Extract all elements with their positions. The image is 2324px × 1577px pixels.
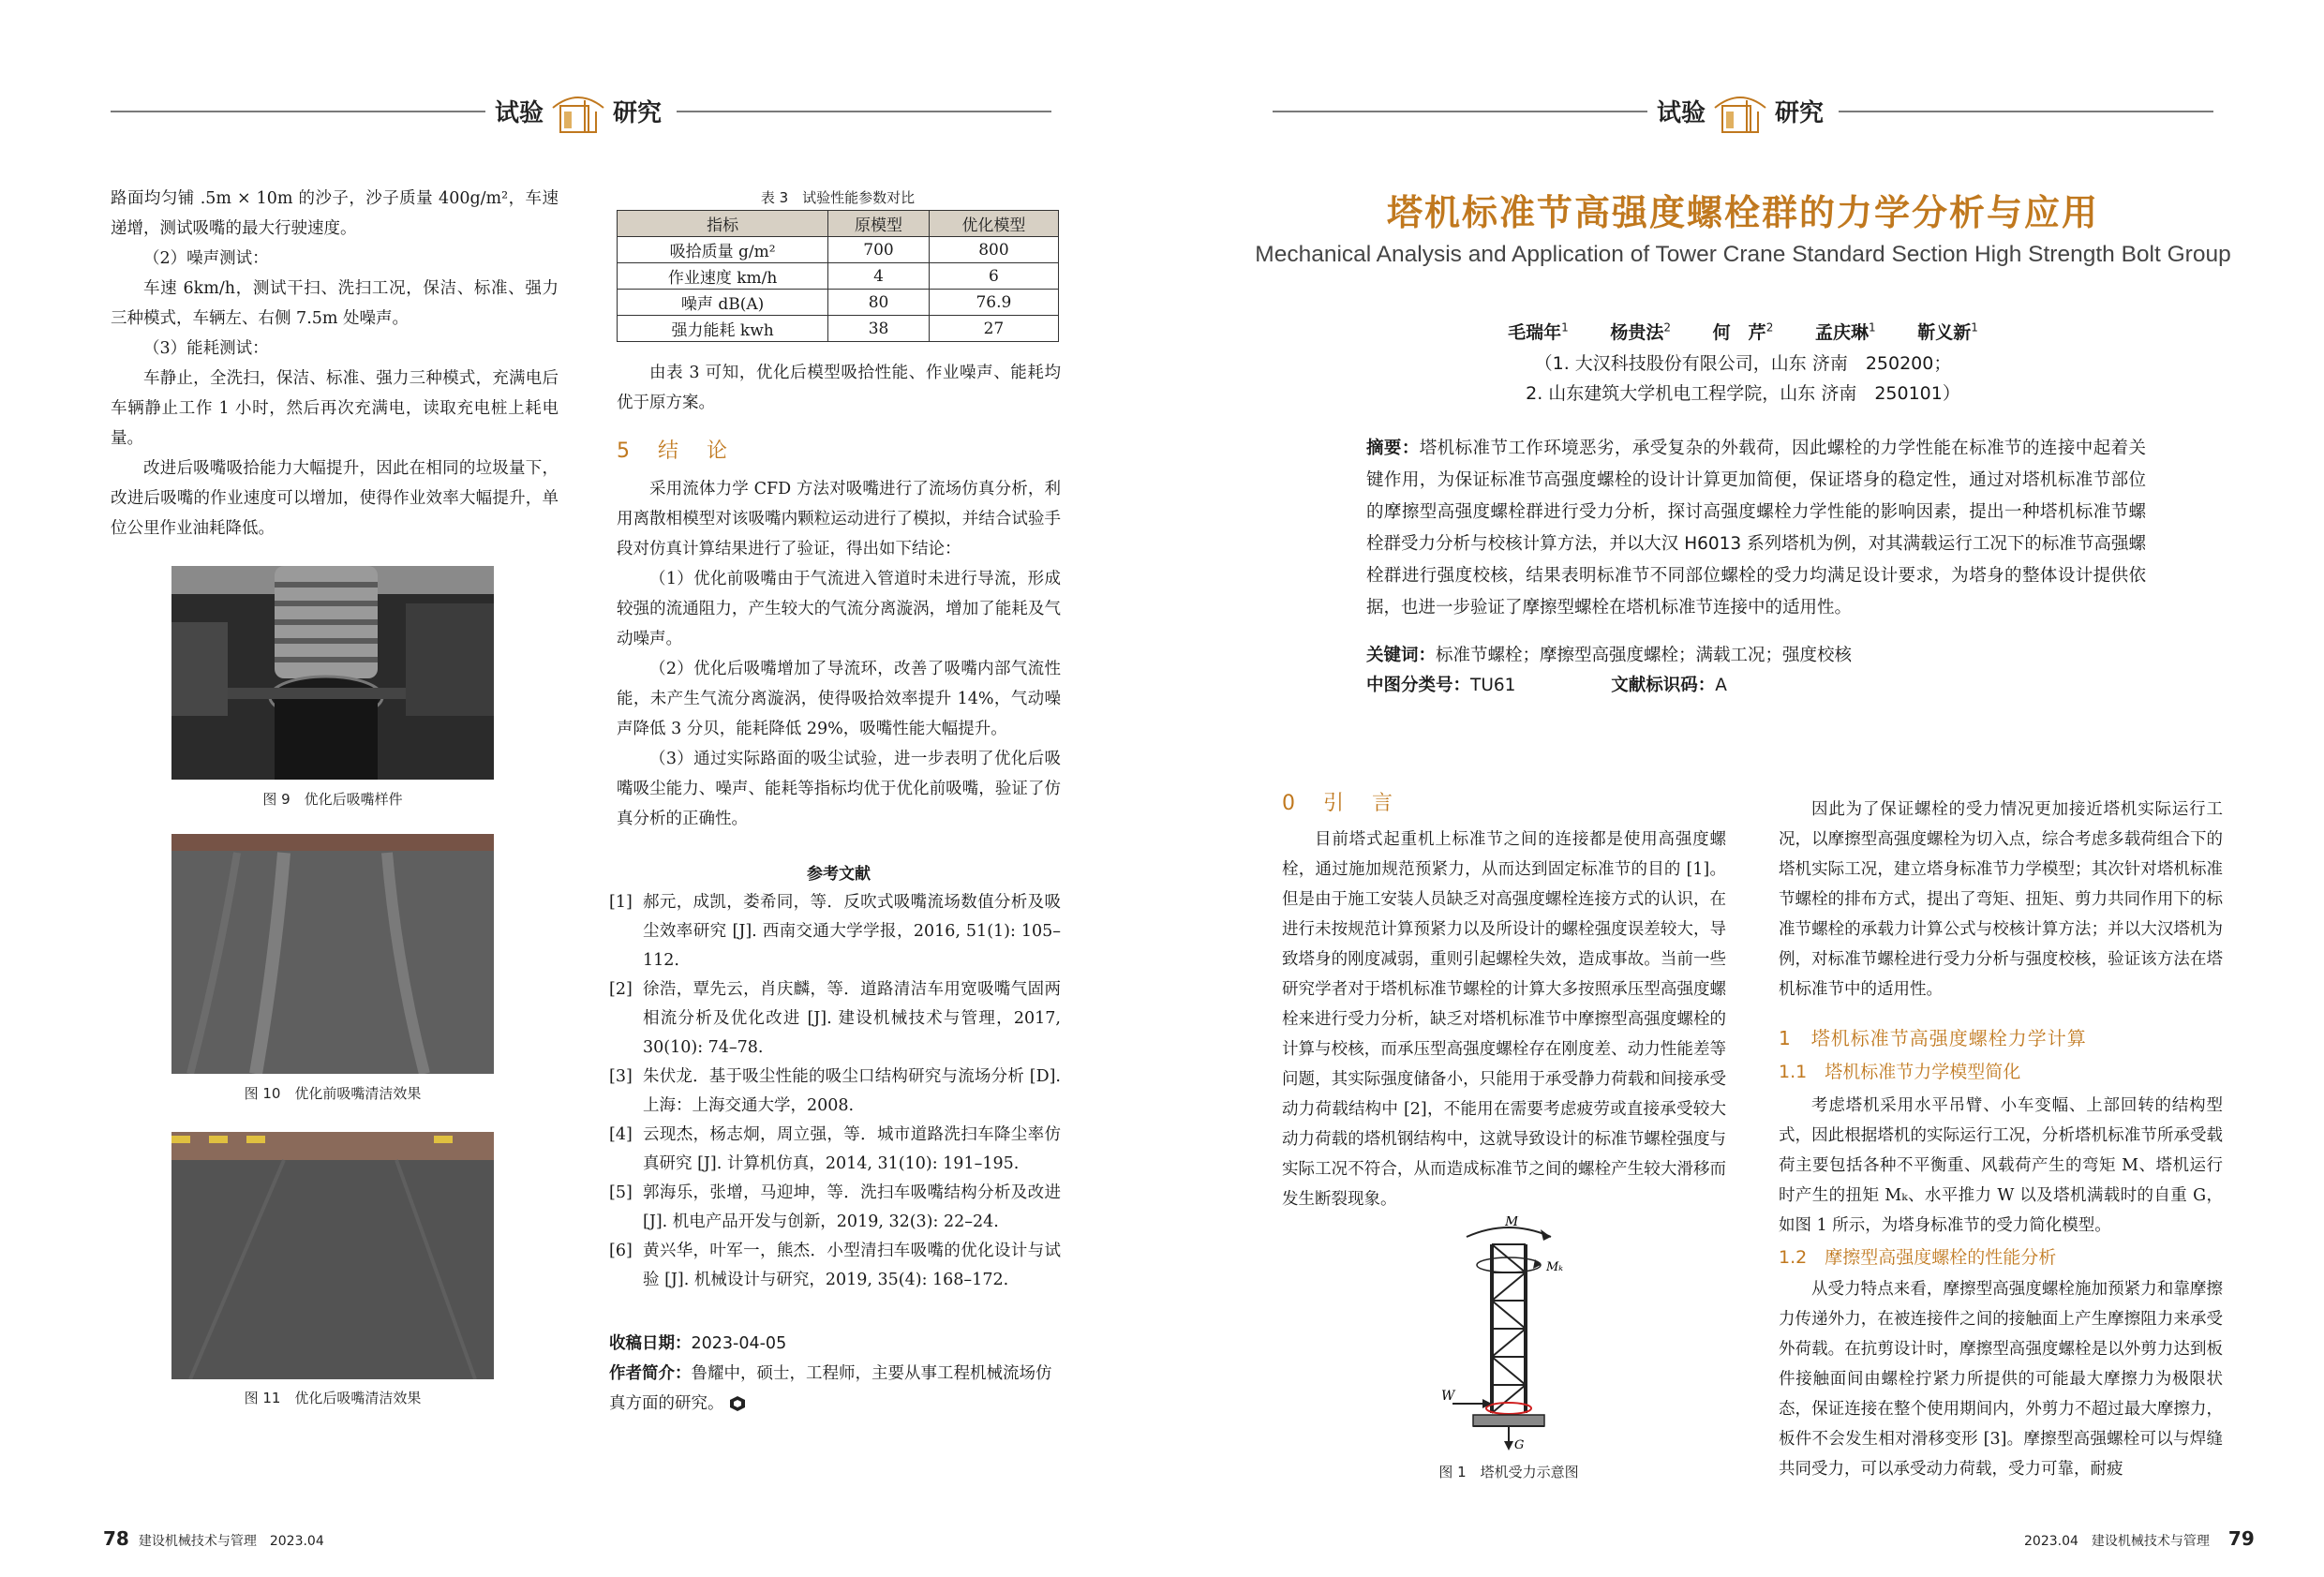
figure-1-diagram xyxy=(1415,1216,1602,1451)
paragraph: 从受力特点来看，摩擦型高强度螺栓施加预紧力和靠摩擦力传递外力，在被连接件之间的接触面上产生摩擦阻力来承受外荷载。在抗剪设计时，摩擦型高强度螺栓是以外剪力达到板件接触面间由螺栓拧紧力所提供的可能最大摩擦力为极限状态，保证连接在整个使用期间内，外剪力不超过最大摩擦力，板件不会发生相对滑移变形 [3]。摩擦型高强螺栓可以与焊缝共同受力，可以承受动力荷载，受力可靠，耐疲 xyxy=(1779,1280,2223,1479)
section-5-heading: 5 结 论 xyxy=(617,439,731,463)
keywords-label: 关键词： xyxy=(1366,646,1437,665)
section-1-2-heading: 1.2 摩擦型高强度螺栓的性能分析 xyxy=(1779,1247,2057,1268)
left-col2-text xyxy=(617,358,1061,834)
table-cell: 强力能耗 kwh xyxy=(618,316,828,342)
figure-9-photo xyxy=(171,566,494,780)
paragraph: 由表 3 可知，优化后模型吸拾性能、作业噪声、能耗均优于原方案。 xyxy=(617,364,1061,412)
paragraph: 目前塔式起重机上标准节之间的连接都是使用高强度螺栓，通过施加规范预紧力，从而达到固定标准节的目的 [1]。但是由于施工安装人员缺乏对高强度螺栓连接方式的认识，在进行未按规范计算预紧力以及所设计的螺栓强度误差较大，导致塔身的刚度减弱，重则引起螺栓失效，造成事故。当前一些研究学者对于塔机标准节螺栓的计算大多按照承压型高强度螺栓来进行受力分析，缺乏对塔机标准节中摩擦型高强度螺栓的计算与校核，而承压型高强度螺栓存在刚度差、动力性能差等问题，其实际强度储备小，只能用于承受静力荷载和间接承受动力荷载结构中 [2]，不能用在需要考虑疲劳或直接承受较大动力荷载的塔机钢结构中，这就导致设计的标准节螺栓强度与实际工况不符合，从而造成标准节之间的螺栓产生较大滑移而发生断裂现象。 xyxy=(1282,830,1726,1209)
running-header xyxy=(495,81,662,141)
table-3 xyxy=(617,210,1059,342)
keywords-text: 标准节螺栓；摩擦型高强度螺栓；满载工况；强度校核 xyxy=(1436,646,1853,665)
section-0-heading: 0 引 言 xyxy=(1282,792,1396,815)
running-header xyxy=(1657,81,1824,141)
author-list xyxy=(1237,319,2249,344)
table-cell: 76.9 xyxy=(929,290,1058,316)
page-number: 78 xyxy=(103,1527,129,1550)
affiliations xyxy=(1237,349,2249,409)
author-name: 孟庆琳$^1$ xyxy=(1814,320,1876,343)
reference-item xyxy=(609,1063,1061,1121)
left-footer xyxy=(103,1527,324,1550)
author-name: 靳义新$^1$ xyxy=(1917,320,1978,343)
journal-name: 建设机械技术与管理 xyxy=(138,1534,257,1549)
lab-flask-icon xyxy=(1711,83,1769,138)
article-notes xyxy=(609,1329,1061,1419)
paragraph: 因此为了保证螺栓的受力情况更加接近塔机实际运行工况，以摩擦型高强度螺栓为切入点，综合考虑多载荷组合下的塔机实际工况，建立塔身标准节力学模型；其次针对塔机标准节螺栓的排布方式，提出了弯矩、扭矩、剪力共同作用下的标准节螺栓的承载力计算公式与校核计算方法；并以大汉塔机为例，对标准节螺栓进行受力分析与强度校核，验证该方法在塔机标准节中的适用性。 xyxy=(1779,800,2223,999)
torque-label: Mₖ xyxy=(1546,1260,1564,1274)
paragraph: （3）通过实际路面的吸尘试验，进一步表明了优化后吸嘴吸尘能力、噪声、能耗等指标均优于优化前吸嘴，验证了仿真分析的正确性。 xyxy=(617,750,1061,828)
table-cell: 800 xyxy=(929,237,1058,263)
figure-10-photo xyxy=(171,834,494,1074)
table-header-cell: 原模型 xyxy=(828,211,930,237)
reference-item xyxy=(609,975,1061,1063)
figure-9-caption: 图 9 优化后吸嘴样件 xyxy=(262,791,403,808)
paragraph: （3）能耗测试： xyxy=(143,339,269,358)
header-rule-left xyxy=(111,111,485,112)
bio-text: 鲁耀中，硕士，工程师，主要从事工程机械流场仿真方面的研究。 xyxy=(609,1364,1052,1413)
reference-text: 徐浩，覃先云，肖庆麟，等．道路清洁车用宽吸嘴气固两相流分析及优化改进 [J]. 建设机械技术与管理，2017, 30(10): 74–78. xyxy=(643,980,1061,1057)
table-cell: 27 xyxy=(929,316,1058,342)
article-title: 塔机标准节高强度螺栓群的力学分析与应用 xyxy=(1386,192,2099,233)
received-date: 2023-04-05 xyxy=(691,1334,787,1353)
reference-number: [5] xyxy=(609,1183,633,1202)
page-number: 79 xyxy=(2227,1527,2255,1550)
issue-label: 2023.04 xyxy=(2024,1534,2078,1549)
author-bio xyxy=(609,1359,1061,1419)
paragraph: （1）优化前吸嘴由于气流进入管道时未进行导流，形成较强的流通阻力，产生较大的气流分离漩涡，增加了能耗及气动噪声。 xyxy=(617,570,1061,648)
affiliation-1: （1. 大汉科技股份有限公司，山东 济南 250200； xyxy=(1534,353,1952,374)
reference-list xyxy=(609,888,1061,1295)
figure-11-caption: 图 11 优化后吸嘴清洁效果 xyxy=(244,1390,422,1406)
table-3-caption: 表 3 试验性能参数对比 xyxy=(760,189,916,206)
paragraph: 考虑塔机采用水平吊臂、小车变幅、上部回转的结构型式，因此根据塔机的实际运行工况，分析塔机标准节所承受载荷主要包括各种不平衡重、风载荷产生的弯矩 M、塔机运行时产生的扭矩 Mₖ、水平推力 W 以及塔机满载时的自重 G，如图 1 所示，为塔身标准节的受力简化模型。 xyxy=(1779,1096,2223,1235)
table-row xyxy=(618,263,1059,290)
received-label: 收稿日期： xyxy=(609,1334,692,1353)
author-name: 何 芹$^2$ xyxy=(1712,320,1774,343)
journal-name: 建设机械技术与管理 xyxy=(2091,1534,2210,1549)
thrust-label: W xyxy=(1441,1389,1455,1404)
abstract xyxy=(1366,433,2146,624)
abstract-text: 塔机标准节工作环境恶劣，承受复杂的外载荷，因此螺栓的力学性能在标准节的连接中起着关键作用，为保证标准节高强度螺栓的设计计算更加简便，保证塔身的稳定性，通过对塔机标准节部位的摩擦型高强度螺栓群进行受力分析，探讨高强度螺栓力学性能的影响因素，提出一种塔机标准节螺栓群受力分析与校核计算方法，并以大汉 H6013 系列塔机为例，对其满载运行工况下的标准节高强螺栓群进行强度校核，结果表明标准节不同部位螺栓的受力均满足设计要求，为塔身的整体设计提供依据，也进一步验证了摩擦型螺栓在塔机标准节连接中的适用性。 xyxy=(1366,439,2146,617)
header-word-2: 研究 xyxy=(613,98,663,127)
table-cell: 80 xyxy=(828,290,930,316)
table-cell: 吸拾质量 g/m² xyxy=(618,237,828,263)
table-cell: 噪声 dB(A) xyxy=(618,290,828,316)
table-header-row xyxy=(618,211,1059,237)
keywords-block xyxy=(1366,641,2146,701)
reference-item xyxy=(609,888,1061,975)
header-rule-right xyxy=(1839,111,2213,112)
reference-number: [4] xyxy=(609,1125,633,1144)
reference-text: 朱伏龙．基于吸尘性能的吸尘口结构研究与流场分析 [D]. 上海：上海交通大学，2008. xyxy=(643,1067,1061,1115)
header-rule-left xyxy=(1273,111,1647,112)
right-col1-text xyxy=(1282,789,1726,1214)
doc-code-label: 文献标识码： xyxy=(1611,676,1716,695)
paragraph: （2）噪声测试： xyxy=(143,249,269,268)
clc-label: 中图分类号： xyxy=(1366,676,1471,695)
lab-flask-icon xyxy=(549,83,607,138)
section-1-heading: 1 塔机标准节高强度螺栓力学计算 xyxy=(1779,1027,2087,1049)
abstract-label: 摘要： xyxy=(1366,439,1420,458)
section-1-1-heading: 1.1 塔机标准节力学模型简化 xyxy=(1779,1062,2021,1082)
reference-number: [1] xyxy=(609,893,633,912)
right-col2-text xyxy=(1779,795,2223,1484)
affiliation-2: 2. 山东建筑大学机电工程学院，山东 济南 250101） xyxy=(1526,383,1960,404)
table-header-cell: 优化模型 xyxy=(929,211,1058,237)
table-cell: 作业速度 km/h xyxy=(618,263,828,290)
author-name: 毛瑞年$^1$ xyxy=(1508,320,1569,343)
header-word-1: 试验 xyxy=(1657,98,1706,127)
reference-number: [3] xyxy=(609,1067,633,1086)
table-row xyxy=(618,237,1059,263)
reference-text: 云现杰，杨志炯，周立强，等．城市道路洗扫车降尘率仿真研究 [J]. 计算机仿真，2014, 31(10): 191–195. xyxy=(643,1125,1061,1173)
figure-10-caption: 图 10 优化前吸嘴清洁效果 xyxy=(244,1085,422,1102)
header-rule-right xyxy=(677,111,1051,112)
classification-line xyxy=(1366,671,2146,701)
table-cell: 38 xyxy=(828,316,930,342)
table-header-cell: 指标 xyxy=(618,211,828,237)
paragraph: 采用流体力学 CFD 方法对吸嘴进行了流场仿真分析，利用离散相模型对该吸嘴内颗粒运动进行了模拟，并结合试验手段对仿真计算结果进行了验证，得出如下结论： xyxy=(617,480,1061,558)
header-word-1: 试验 xyxy=(495,98,544,127)
left-col1-text xyxy=(111,184,559,543)
received-date-line xyxy=(609,1329,1061,1359)
paragraph: 车静止，全洗扫，保洁、标准、强力三种模式，充满电后车辆静止工作 1 小时，然后再次充满电，读取充电桩上耗电量。 xyxy=(111,369,559,448)
references-heading: 参考文献 xyxy=(807,865,871,884)
doc-code-value: A xyxy=(1715,676,1727,695)
header-word-2: 研究 xyxy=(1775,98,1825,127)
reference-number: [6] xyxy=(609,1242,633,1260)
table-cell: 4 xyxy=(828,263,930,290)
table-row xyxy=(618,290,1059,316)
figure-11-photo xyxy=(171,1132,494,1379)
figure-1-caption: 图 1 塔机受力示意图 xyxy=(1438,1464,1579,1480)
author-name: 杨贵法$^2$ xyxy=(1610,320,1672,343)
right-page xyxy=(1162,0,2324,1577)
reference-item xyxy=(609,1121,1061,1179)
keywords-line xyxy=(1366,641,2146,671)
article-title-english: Mechanical Analysis and Application of Tower Crane Standard Section High Strength Bolt Group xyxy=(1255,242,2231,267)
gravity-label: G xyxy=(1514,1438,1525,1451)
paragraph: 车速 6km/h，测试干扫、洗扫工况，保洁、标准、强力三种模式，车辆左、右侧 7.5m 处噪声。 xyxy=(111,279,559,328)
end-mark-icon xyxy=(729,1395,746,1412)
reference-text: 郭海乐，张增，马迎坤，等．洗扫车吸嘴结构分析及改进 [J]. 机电产品开发与创新，2019, 32(3): 22–24. xyxy=(643,1183,1061,1231)
reference-number: [2] xyxy=(609,980,633,999)
reference-text: 黄兴华，叶军一，熊杰．小型清扫车吸嘴的优化设计与试验 [J]. 机械设计与研究，2019, 35(4): 168–172. xyxy=(643,1242,1061,1289)
reference-item xyxy=(609,1237,1061,1295)
right-footer xyxy=(2024,1527,2264,1550)
clc-value: TU61 xyxy=(1470,676,1516,695)
reference-item xyxy=(609,1179,1061,1237)
moment-label: M xyxy=(1505,1216,1519,1229)
bio-label: 作者简介： xyxy=(609,1364,692,1383)
reference-text: 郝元，成凯，娄希同，等．反吹式吸嘴流场数值分析及吸尘效率研究 [J]. 西南交通大学学报，2016, 51(1): 105–112. xyxy=(643,893,1061,970)
table-cell: 700 xyxy=(828,237,930,263)
paragraph: （2）优化后吸嘴增加了导流环，改善了吸嘴内部气流性能，未产生气流分离漩涡，使得吸拾效率提升 14%，气动噪声降低 3 分贝，能耗降低 29%，吸嘴性能大幅提升。 xyxy=(617,660,1061,738)
table-cell: 6 xyxy=(929,263,1058,290)
table-row xyxy=(618,316,1059,342)
issue-label: 2023.04 xyxy=(269,1534,324,1549)
paragraph: 改进后吸嘴吸拾能力大幅提升，因此在相同的垃圾量下，改进后吸嘴的作业速度可以增加，使得作业效率大幅提升，单位公里作业油耗降低。 xyxy=(111,459,559,538)
paragraph: 路面均匀铺 .5m × 10m 的沙子，沙子质量 400g/m²，车速递增，测试吸嘴的最大行驶速度。 xyxy=(111,189,559,238)
